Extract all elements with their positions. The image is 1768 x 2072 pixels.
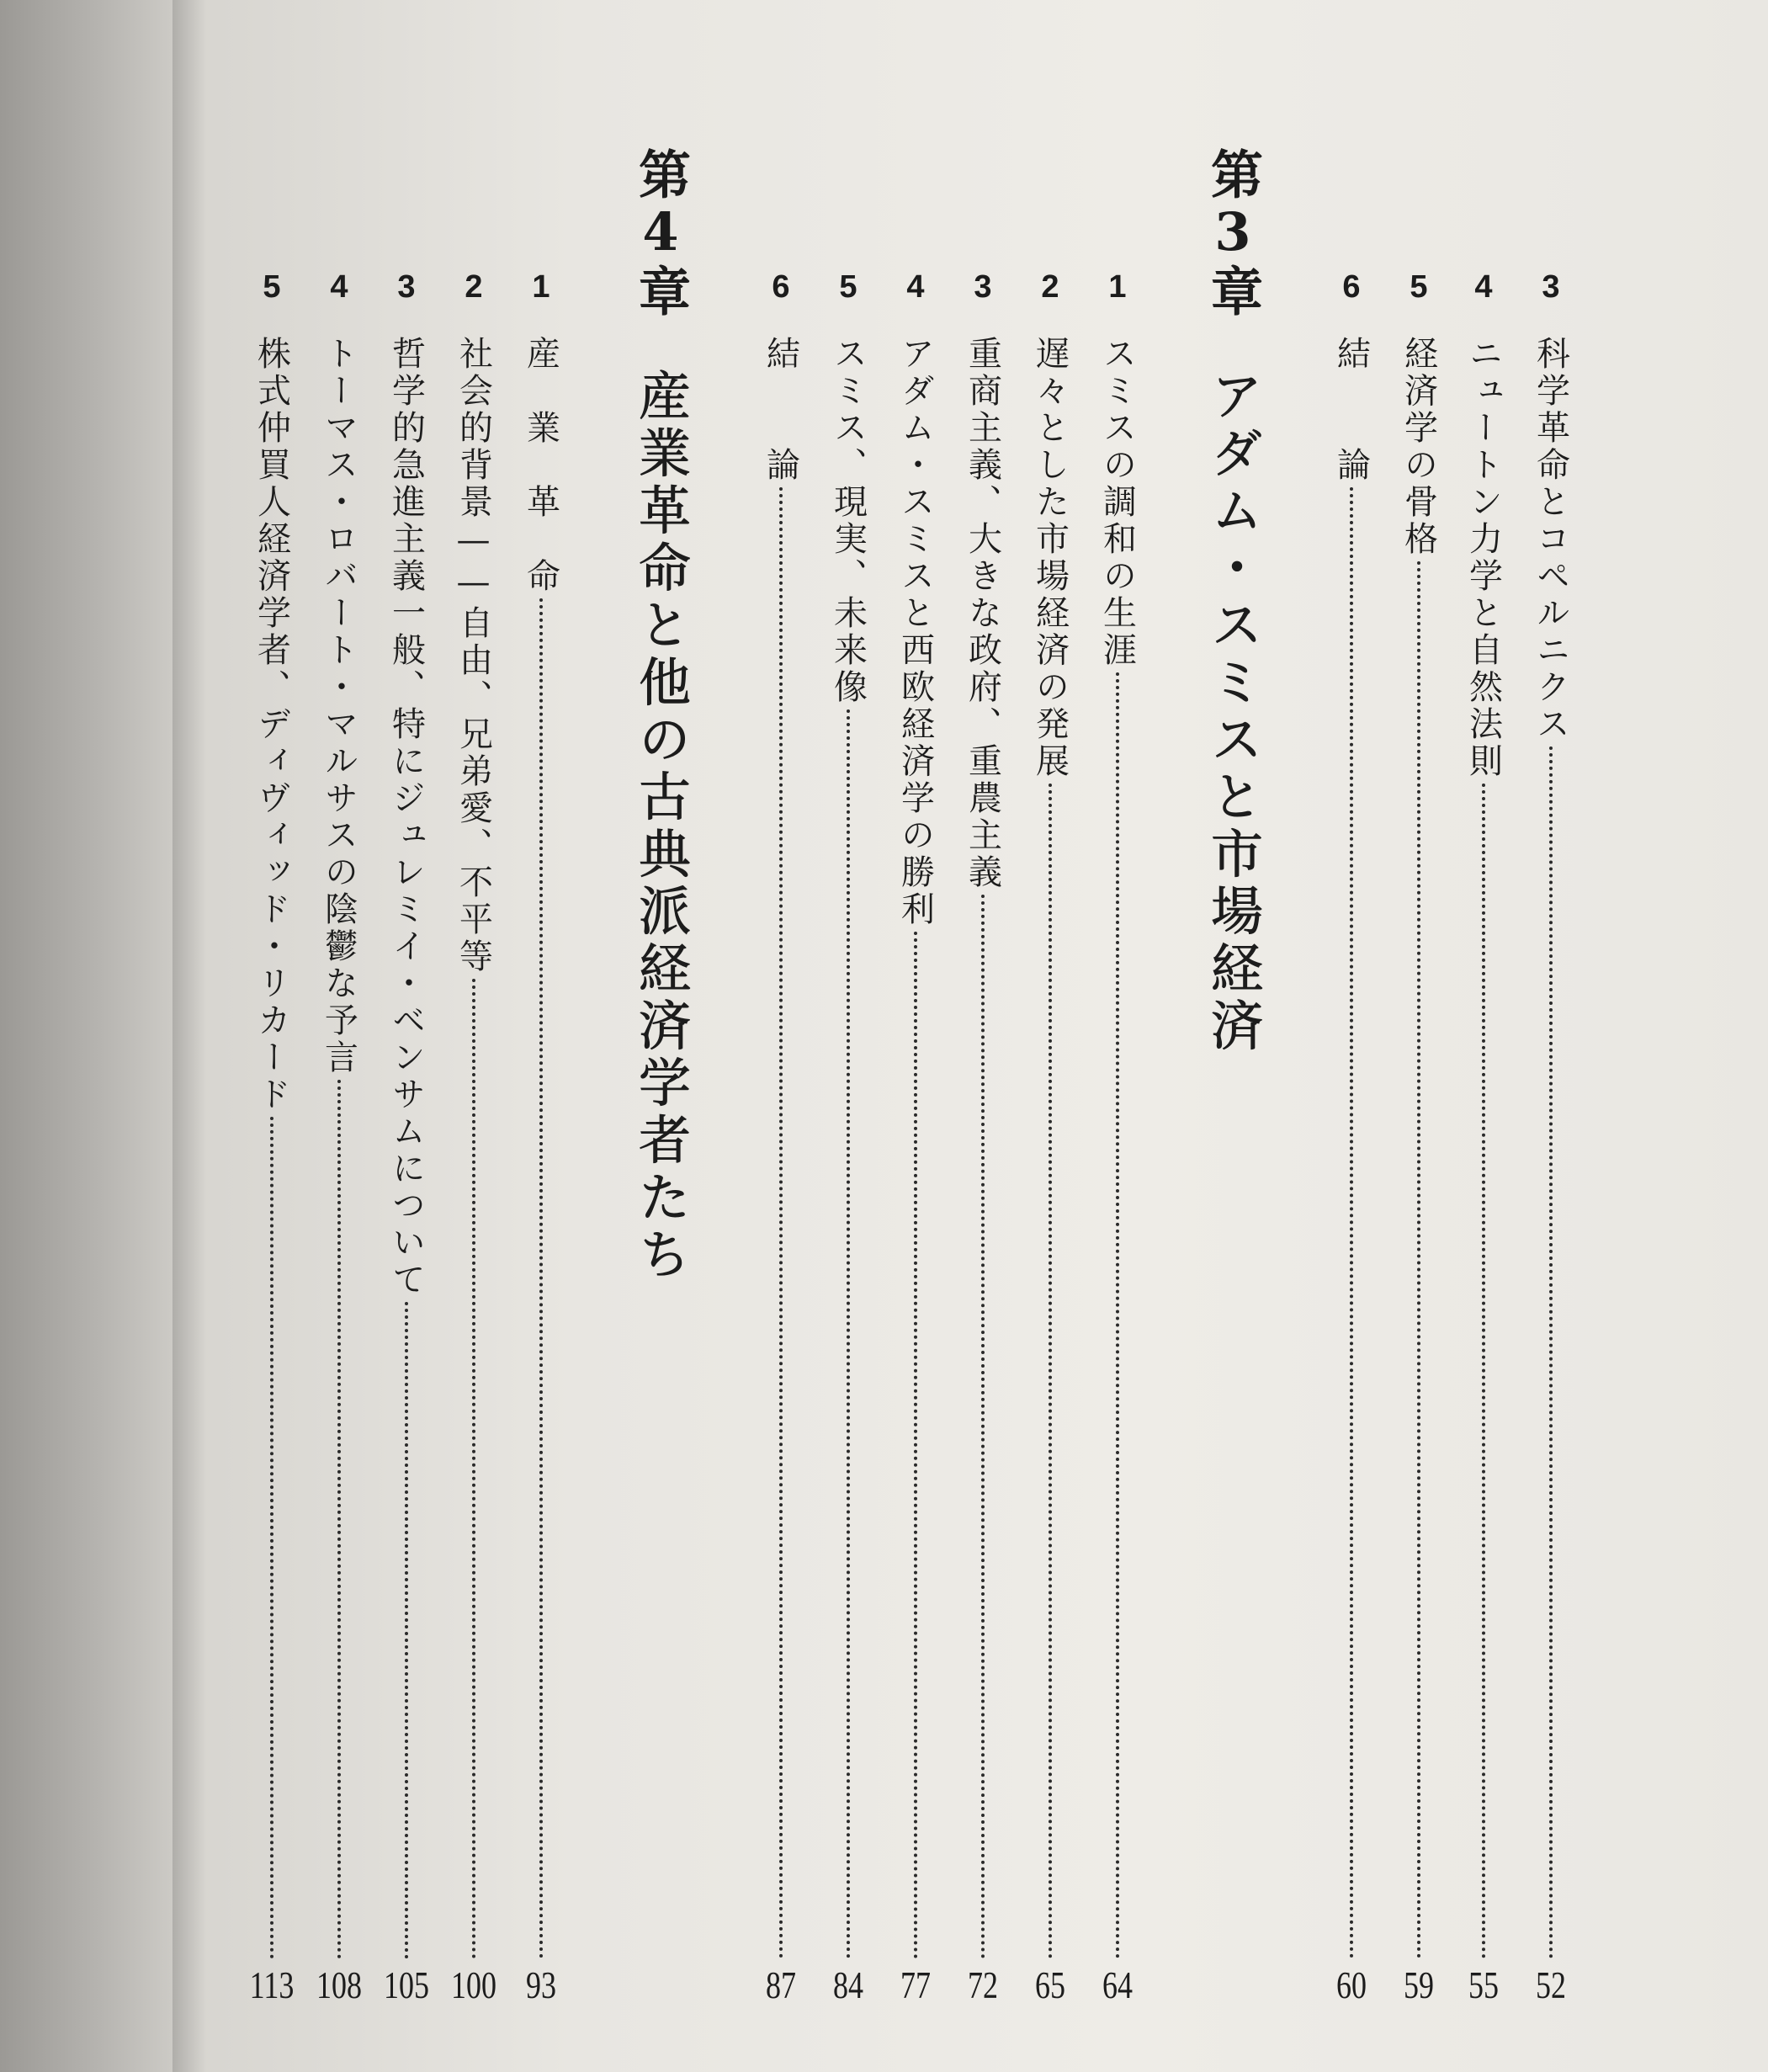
chapter-label: 第3章 xyxy=(1202,147,1264,318)
dot-leader xyxy=(779,487,783,1959)
entry-page: 113 xyxy=(249,1964,295,2006)
toc-entry xyxy=(1460,269,1507,2006)
toc-entry xyxy=(248,269,295,2006)
entry-title: トーマス・ロバート・マルサスの陰鬱な予言 xyxy=(319,336,358,1076)
entry-page: 77 xyxy=(900,1964,931,2006)
entry-number: 1 xyxy=(532,269,550,305)
entry-page: 84 xyxy=(833,1964,863,2006)
entry-number: 4 xyxy=(906,269,925,305)
dot-leader xyxy=(472,979,475,1959)
entry-title: スミスの調和の生涯 xyxy=(1097,336,1137,669)
entry-page: 52 xyxy=(1536,1964,1566,2006)
chapter-heading xyxy=(1199,147,1266,1073)
dot-leader xyxy=(914,932,917,1959)
dot-leader xyxy=(539,598,543,1959)
entry-number: 5 xyxy=(263,269,281,305)
dot-leader xyxy=(1417,561,1420,1959)
entry-number: 5 xyxy=(1410,269,1428,305)
entry-page: 100 xyxy=(451,1964,496,2006)
entry-number: 3 xyxy=(1542,269,1560,305)
dot-leader xyxy=(1049,784,1052,1959)
entry-title: 結 論 xyxy=(1331,336,1371,484)
chapter-title: 産業革命と他の古典派経済学者たち xyxy=(629,369,692,1284)
toc-entry xyxy=(1328,269,1375,2006)
toc-entry xyxy=(1527,269,1574,2006)
dot-leader xyxy=(1482,784,1485,1959)
dot-leader xyxy=(337,1080,341,1959)
dot-leader xyxy=(1116,672,1119,1959)
entry-title: 哲学的急進主義一般、特にジュレミイ・ベンサムについて xyxy=(386,336,426,1299)
entry-title: ニュートン力学と自然法則 xyxy=(1463,336,1503,780)
entry-number: 2 xyxy=(465,269,483,305)
entry-number: 6 xyxy=(772,269,790,305)
entry-title: 株式仲買人経済学者、ディヴィッド・リカード xyxy=(252,336,291,1113)
entry-number: 4 xyxy=(330,269,348,305)
entry-title: アダム・スミスと西欧経済学の勝利 xyxy=(895,336,935,928)
dot-leader xyxy=(847,709,850,1959)
entry-page: 59 xyxy=(1404,1964,1434,2006)
entry-title: スミス、現実、未来像 xyxy=(828,336,868,706)
entry-page: 65 xyxy=(1035,1964,1065,2006)
entry-number: 1 xyxy=(1108,269,1127,305)
entry-page: 93 xyxy=(526,1964,556,2006)
toc-entry xyxy=(959,269,1006,2006)
entry-page: 108 xyxy=(316,1964,362,2006)
book-gutter xyxy=(0,0,181,2072)
toc-entry xyxy=(316,269,363,2006)
dot-leader xyxy=(405,1302,408,1959)
chapter-label: 第4章 xyxy=(629,147,692,318)
entry-title: 社会的背景——自由、兄弟愛、不平等 xyxy=(454,336,493,975)
toc-entry xyxy=(518,269,565,2006)
entry-title: 産 業 革 命 xyxy=(521,336,560,595)
entry-number: 3 xyxy=(974,269,992,305)
toc-entry xyxy=(892,269,939,2006)
entry-title: 科学革命とコペルニクス xyxy=(1531,336,1570,743)
toc-entry xyxy=(383,269,430,2006)
dot-leader xyxy=(270,1117,273,1959)
entry-page: 60 xyxy=(1336,1964,1367,2006)
toc-entry xyxy=(450,269,497,2006)
dot-leader xyxy=(1549,746,1553,1959)
entry-title: 遅々とした市場経済の発展 xyxy=(1030,336,1070,780)
entry-page: 64 xyxy=(1102,1964,1133,2006)
toc-entry xyxy=(1027,269,1074,2006)
entry-number: 4 xyxy=(1474,269,1493,305)
chapter-title: アダム・スミスと市場経済 xyxy=(1202,369,1264,1055)
entry-page: 72 xyxy=(968,1964,998,2006)
entry-title: 重商主義、大きな政府、重農主義 xyxy=(963,336,1002,891)
page-shadow xyxy=(173,0,206,2072)
entry-title: 結 論 xyxy=(761,336,800,484)
entry-number: 2 xyxy=(1041,269,1059,305)
entry-number: 6 xyxy=(1342,269,1361,305)
entry-title: 経済学の骨格 xyxy=(1399,336,1438,558)
entry-page: 55 xyxy=(1468,1964,1499,2006)
entry-number: 3 xyxy=(397,269,416,305)
toc-entry xyxy=(1094,269,1141,2006)
entry-page: 105 xyxy=(384,1964,429,2006)
toc-entry xyxy=(1395,269,1442,2006)
toc-entry xyxy=(825,269,872,2006)
dot-leader xyxy=(1350,487,1353,1959)
entry-number: 5 xyxy=(839,269,857,305)
toc-entry xyxy=(757,269,804,2006)
entry-page: 87 xyxy=(766,1964,796,2006)
dot-leader xyxy=(981,895,985,1959)
chapter-heading xyxy=(627,147,694,1284)
